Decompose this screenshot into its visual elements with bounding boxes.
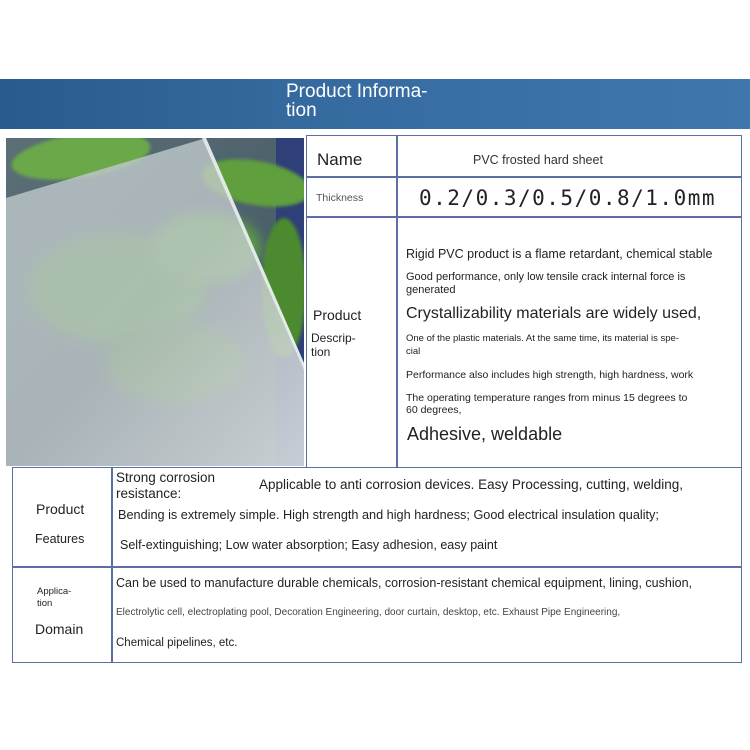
application-line: Chemical pipelines, etc. — [116, 637, 238, 649]
application-label: Applica- tion — [37, 586, 72, 609]
features-table-divider — [111, 467, 113, 663]
thickness-label: Thickness — [316, 192, 364, 204]
features-line: Bending is extremely simple. High strength and high hardness; Good electrical insulation quality; — [118, 508, 659, 522]
application-line: Electrolytic cell, electroplating pool, Decoration Engineering, door curtain, desktop, etc. Exhaust Pipe Engineering, — [116, 607, 621, 618]
frosted-sheet-image — [6, 138, 304, 466]
features-label-2: Features — [35, 532, 85, 546]
spec-table-divider — [396, 135, 398, 468]
features-label: Product — [36, 501, 85, 517]
description-label-2: Descrip- tion — [311, 331, 356, 359]
thickness-value: 0.2/0.3/0.5/0.8/1.0mm — [419, 186, 717, 210]
header-banner — [0, 79, 750, 129]
description-line: Crystallizability materials are widely used, — [406, 305, 702, 322]
row-divider — [306, 176, 742, 178]
features-line: Strong corrosion resistance: — [116, 470, 216, 501]
description-line: Rigid PVC product is a flame retardant, chemical stable — [406, 247, 713, 261]
description-label: Product — [313, 307, 362, 323]
banner-title: Product Informa- tion — [286, 81, 428, 121]
name-label: Name — [317, 150, 363, 169]
description-line: Performance also includes high strength, high hardness, work — [406, 369, 694, 381]
spec-table — [306, 135, 742, 468]
row-divider — [306, 216, 742, 218]
application-label-2: Domain — [35, 621, 84, 637]
description-line: The operating temperature ranges from minus 15 degrees to 60 degrees, — [406, 392, 688, 416]
features-line: Applicable to anti corrosion devices. Easy Processing, cutting, welding, — [259, 477, 683, 492]
product-photo — [6, 138, 304, 466]
description-line: Adhesive, weldable — [407, 424, 563, 444]
application-line: Can be used to manufacture durable chemicals, corrosion-resistant chemical equipment, lining, cushion, — [116, 576, 692, 590]
row-divider — [12, 566, 742, 568]
name-value: PVC frosted hard sheet — [473, 153, 603, 167]
description-line: One of the plastic materials. At the same time, its material is spe- cial — [406, 333, 679, 357]
description-line: Good performance, only low tensile crack internal force is generated — [406, 271, 686, 296]
features-line: Self-extinguishing; Low water absorption; Easy adhesion, easy paint — [120, 538, 498, 552]
